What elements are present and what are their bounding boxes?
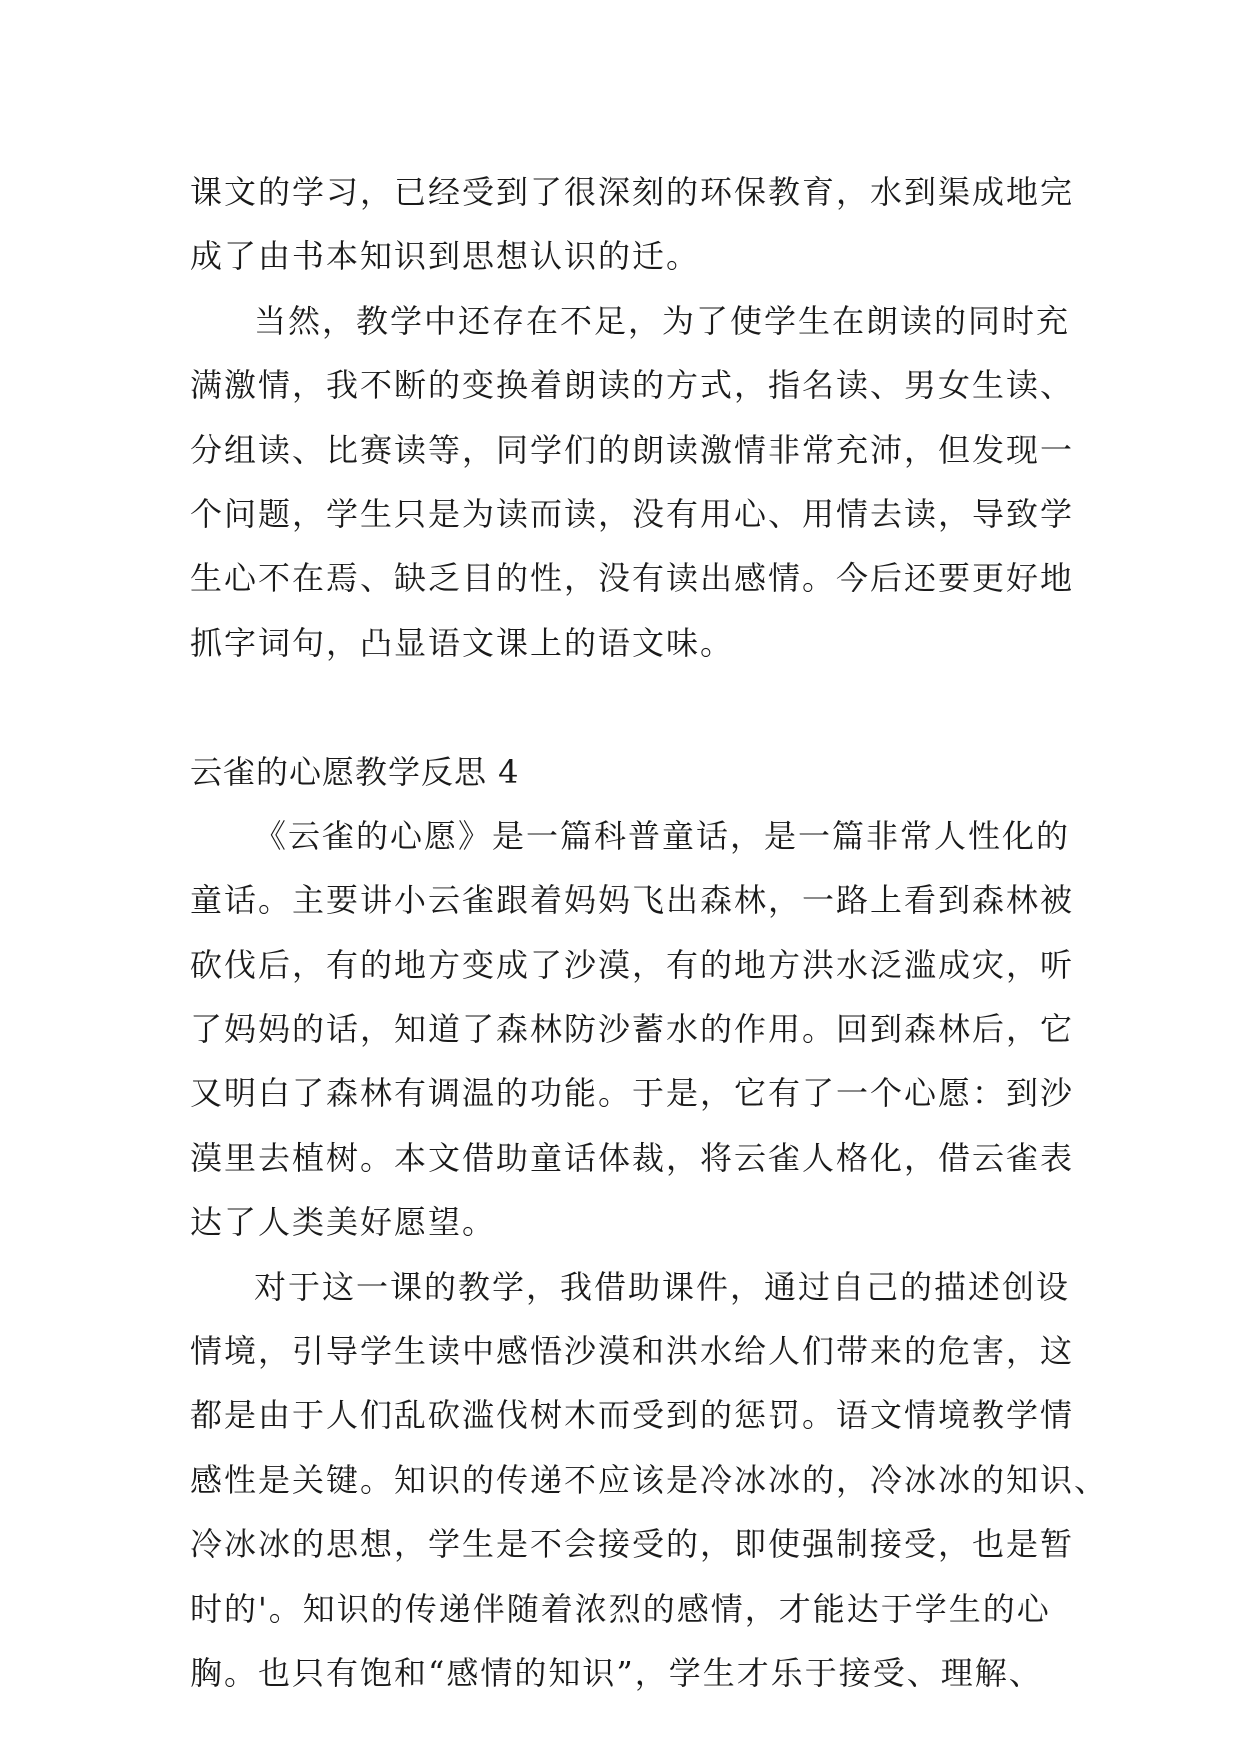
text-line: 达了人类美好愿望。 <box>190 1203 497 1242</box>
text-line: 又明白了森林有调温的功能。于是，它有了一个心愿：到沙 <box>190 1074 1075 1113</box>
text-line: 成了由书本知识到思想认识的迁。 <box>190 237 701 276</box>
text-line: 情境，引导学生读中感悟沙漠和洪水给人们带来的危害，这 <box>190 1332 1075 1371</box>
section-heading: 云雀的心愿教学反思 4 <box>190 752 520 791</box>
paragraph-teaching <box>190 1255 1109 1706</box>
text-line: 童话。主要讲小云雀跟着妈妈飞出森林，一路上看到森林被 <box>190 881 1075 920</box>
paragraph-continuation <box>190 160 1075 289</box>
text-line: 漠里去植树。本文借助童话体裁，将云雀人格化，借云雀表 <box>190 1138 1075 1177</box>
document-body <box>190 160 1109 1705</box>
text-line: 对于这一课的教学，我借助课件，通过自己的描述创设 <box>254 1267 1071 1306</box>
text-line: 满激情，我不断的变换着朗读的方式，指名读、男女生读、 <box>190 366 1075 405</box>
paragraph-summary <box>190 804 1075 1255</box>
text-line: 感性是关键。知识的传递不应该是冷冰冰的，冷冰冰的知识、 <box>190 1460 1109 1499</box>
text-line: 当然，教学中还存在不足，为了使学生在朗读的同时充 <box>254 301 1071 340</box>
text-line: 冷冰冰的思想，学生是不会接受的，即使强制接受，也是暂 <box>190 1525 1075 1564</box>
text-line: 分组读、比赛读等，同学们的朗读激情非常充沛，但发现一 <box>190 430 1075 469</box>
text-line: 了妈妈的话，知道了森林防沙蓄水的作用。回到森林后，它 <box>190 1010 1075 1049</box>
text-line: 生心不在焉、缺乏目的性，没有读出感情。今后还要更好地 <box>190 559 1075 598</box>
text-line: 《云雀的心愿》是一篇科普童话，是一篇非常人性化的 <box>254 816 1071 855</box>
blank-line <box>190 675 1070 739</box>
text-line: 时的'。知识的传递伴随着浓烈的感情，才能达于学生的心 <box>190 1589 1051 1628</box>
text-line: 课文的学习，已经受到了很深刻的环保教育，水到渠成地完 <box>190 173 1075 211</box>
text-line: 砍伐后，有的地方变成了沙漠，有的地方洪水泛滥成灾，听 <box>190 945 1075 984</box>
text-line: 都是由于人们乱砍滥伐树木而受到的惩罚。语文情境教学情 <box>190 1396 1075 1435</box>
text-line: 抓字词句，凸显语文课上的语文味。 <box>190 623 735 662</box>
text-line: 胸。也只有饱和“感情的知识”，学生才乐于接受、理解、 <box>190 1653 1043 1692</box>
text-line: 个问题，学生只是为读而读，没有用心、用情去读，导致学 <box>190 494 1075 533</box>
paragraph-shortcomings <box>190 289 1075 675</box>
